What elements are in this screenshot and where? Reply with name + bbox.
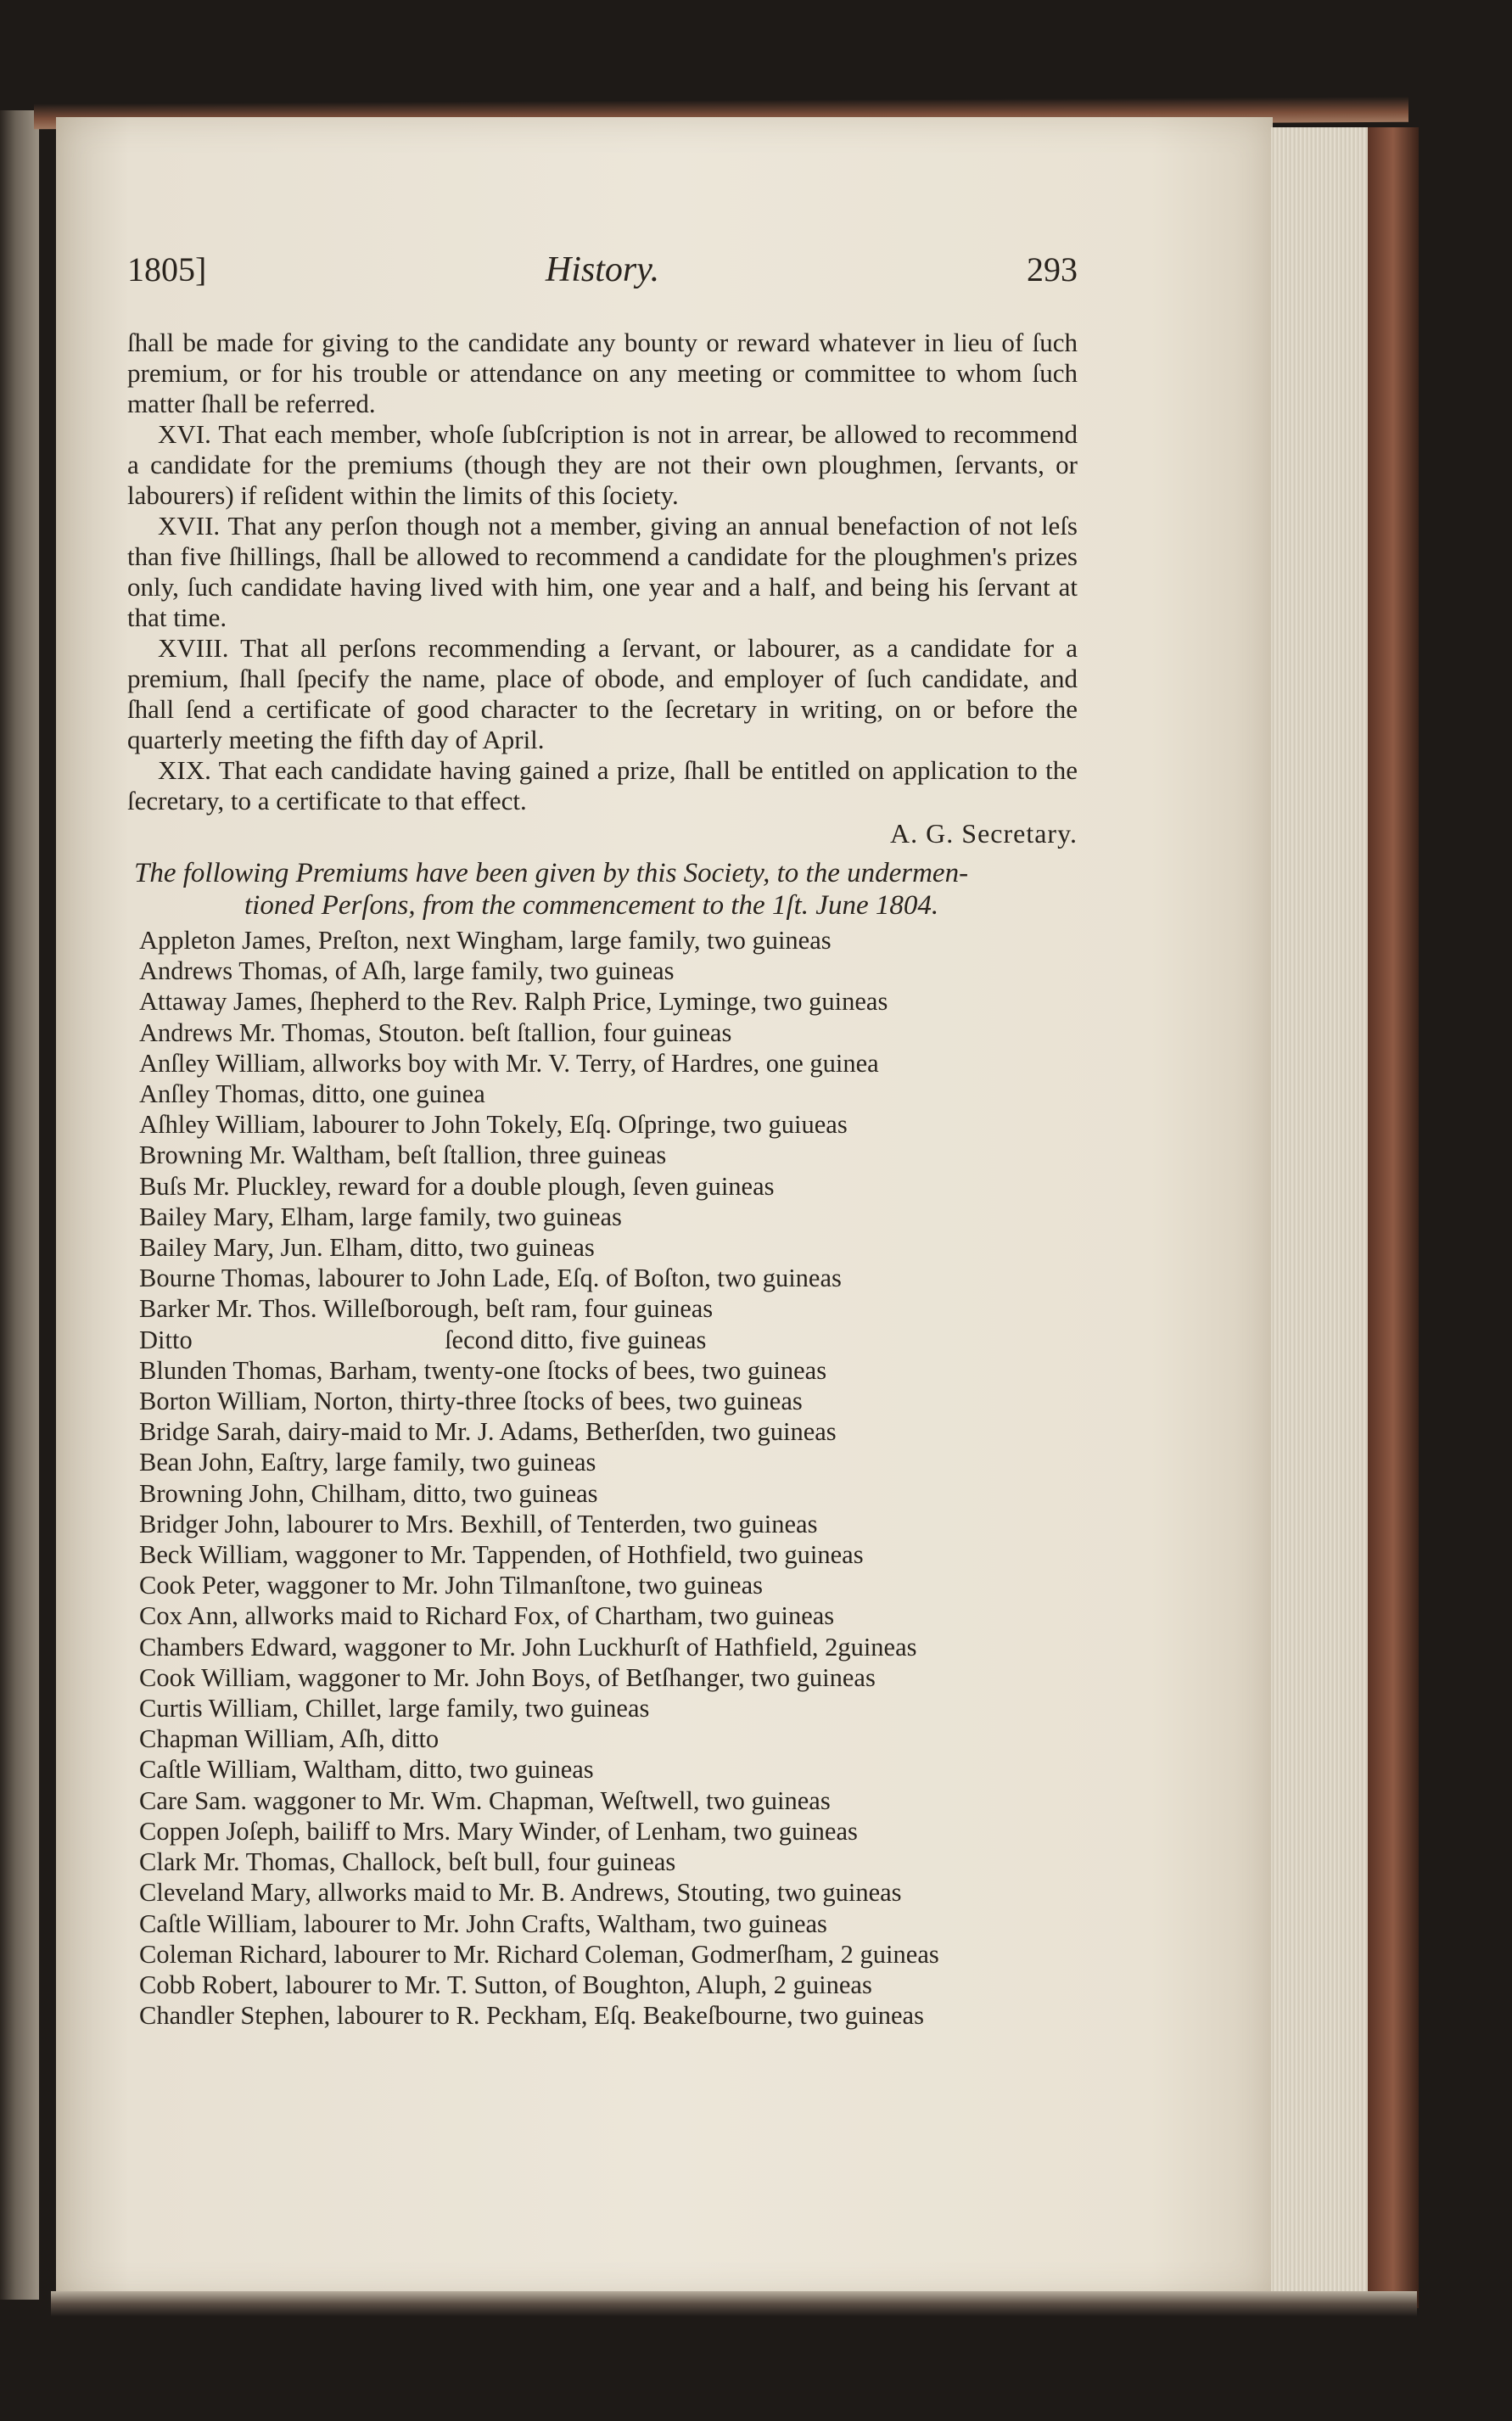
paragraph-continuation: ſhall be made for giving to the candidate any bounty or reward whatever in lieu of ſuch premium, or for his trouble or attendance on any meeting or committee to whom ſuch matter ſhall be referred. [127,328,1078,418]
list-item: Coppen Joſeph, bailiff to Mrs. Mary Winder, of Lenham, two guineas [139,1816,858,1846]
list-item: Curtis William, Chillet, large family, two guineas [139,1694,650,1723]
list-item: Chandler Stephen, labourer to R. Peckham, Eſq. Beakeſbourne, two guineas [139,2001,924,2031]
header-year: 1805] [127,250,207,289]
paragraph-rule-xvi: XVI. That each member, whoſe ſubſcription is not in arrear, be allowed to recommend a candidate for the premiums (though they are not their own ploughmen, ſervants, or labourers) if reſident within the limits of this ſociety. [127,419,1078,510]
list-item: Bridge Sarah, dairy-maid to Mr. J. Adams, Betherſden, two guineas [139,1417,837,1447]
list-item: Barker Mr. Thos. Willeſborough, beſt ram, four guineas [139,1294,714,1324]
list-item: Browning Mr. Waltham, beſt ſtallion, three guineas [139,1140,667,1170]
list-item: Cobb Robert, labourer to Mr. T. Sutton, of Boughton, Aluph, 2 guineas [139,1970,872,1999]
list-item: Andrews Mr. Thomas, Stouton. beſt ſtallion, four guineas [139,1017,732,1047]
list-item: Browning John, Chilham, ditto, two guineas [139,1478,598,1508]
list-item: Caſtle William, labourer to Mr. John Crafts, Waltham, two guineas [139,1908,827,1938]
paragraph-rule-xix: XIX. That each candidate having gained a prize, ſhall be entitled on application to the ſecretary, to a certificate to that effect. [127,755,1078,815]
list-item: Cox Ann, allworks maid to Richard Fox, of Chartham, two guineas [139,1601,835,1631]
list-item: Bourne Thomas, labourer to John Lade, Eſq. of Boſton, two guineas [139,1264,842,1293]
paragraph-rule-xviii: XVIII. That all perſons recommending a ſervant, or labourer, as a candidate for a premium, ſhall ſpecify the name, place of obode, and employer of ſuch candidate, and ſhall ſend a certificate of good character to the ſecretary in writing, on or before the quarterly meeting the fifth day of April. [127,633,1078,754]
list-item: Buſs Mr. Pluckley, reward for a double plough, ſeven guineas [139,1171,775,1201]
list-item: Bailey Mary, Elham, large family, two guineas [139,1202,622,1231]
list-item: Ditto ſecond ditto, five guineas [139,1325,707,1354]
list-item: Anſley William, allworks boy with Mr. V. Terry, of Hardres, one guinea [139,1048,879,1078]
list-item: Bridger John, labourer to Mrs. Bexhill, of Tenterden, two guineas [139,1509,818,1538]
list-item: Appleton James, Preſton, next Wingham, large family, two guineas [139,926,832,955]
list-item: Care Sam. waggoner to Mr. Wm. Chapman, Weſtwell, two guineas [139,1785,831,1815]
list-item: Clark Mr. Thomas, Challock, beſt bull, four guineas [139,1847,676,1877]
premiums-heading-line-1: The following Premiums have been given by this Society, to the undermen- [134,858,969,888]
list-item: Andrews Thomas, of Aſh, large family, two guineas [139,956,675,986]
premiums-list [127,925,1078,2031]
page-stack-edge [1271,127,1373,2300]
list-item: Cook Peter, waggoner to Mr. John Tilmanſtone, two guineas [139,1571,763,1600]
header-title: History. [545,250,660,289]
secretary-signature: A. G. Secretary. [890,818,1078,849]
list-item: Bailey Mary, Jun. Elham, ditto, two guineas [139,1233,595,1263]
list-item: Bean John, Eaſtry, large family, two guineas [139,1448,596,1477]
premiums-heading [127,857,1078,922]
list-item: Blunden Thomas, Barham, twenty-one ſtocks of bees, two guineas [139,1355,827,1385]
list-item: Anſley Thomas, ditto, one guinea [139,1079,485,1109]
premiums-heading-line-2: tioned Perſons, from the commencement to the 1ſt. June 1804. [244,890,939,921]
list-item: Attaway James, ſhepherd to the Rev. Ralph Price, Lyminge, two guineas [139,987,888,1017]
running-head [127,250,1078,305]
paragraph-rule-xvii: XVII. That any perſon though not a member, giving an annual benefaction of not leſs than five ſhillings, ſhall be allowed to recommend a candidate for the ploughmen's prizes only, ſuch candidate having lived with him, one year and a half, and being his ſervant at that time. [127,511,1078,632]
list-item: Borton William, Norton, thirty-three ſtocks of bees, two guineas [139,1387,803,1416]
page-content [127,250,1078,2031]
list-item: Cleveland Mary, allworks maid to Mr. B. Andrews, Stouting, two guineas [139,1878,902,1908]
list-item: Cook William, waggoner to Mr. John Boys, of Betſhanger, two guineas [139,1662,876,1692]
list-item: Chapman William, Aſh, ditto [139,1724,440,1754]
bottom-page-edge [51,2291,1417,2317]
previous-page-edge [0,110,39,2300]
list-item: Chambers Edward, waggoner to Mr. John Luckhurſt of Hathfield, 2guineas [139,1632,917,1662]
list-item: Beck William, waggoner to Mr. Tappenden, of Hothfield, two guineas [139,1540,864,1570]
list-item: Coleman Richard, labourer to Mr. Richard Coleman, Godmerſham, 2 guineas [139,1939,939,1969]
list-item: Aſhley William, labourer to John Tokely, Eſq. Oſpringe, two guiueas [139,1110,848,1140]
leather-cover-edge [1368,127,1419,2308]
list-item: Caſtle William, Waltham, ditto, two guineas [139,1755,594,1785]
page-number: 293 [1027,250,1078,289]
